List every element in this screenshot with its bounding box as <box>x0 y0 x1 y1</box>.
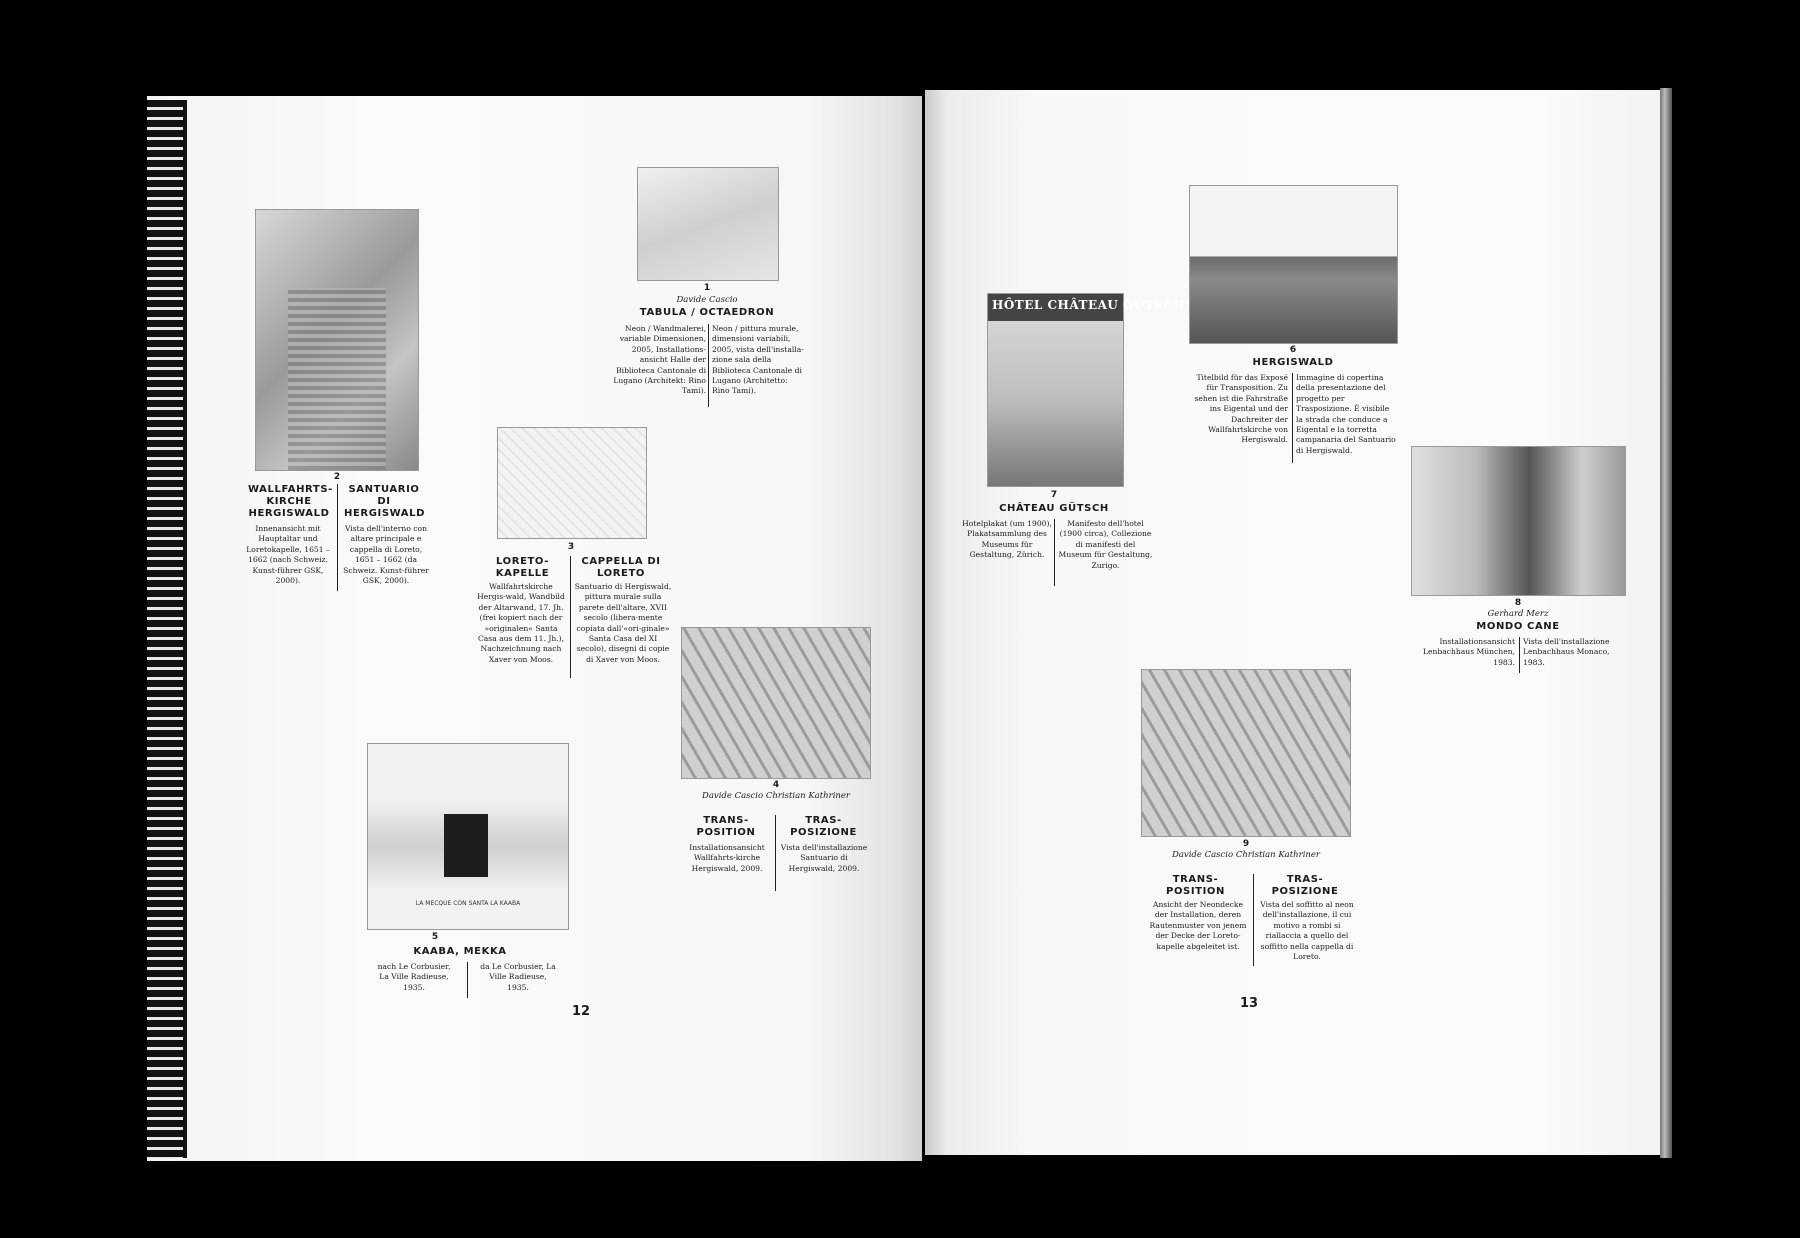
photo-transposition-neon-ceiling <box>1141 669 1351 837</box>
caption-divider <box>1519 637 1520 673</box>
drawing-loreto-chapel-wall <box>497 427 647 539</box>
item-title: TABULA / OCTAEDRON <box>639 307 775 318</box>
item-title-it: TRAS-POSIZIONE <box>790 815 857 838</box>
item-title-it: CAPPELLA DI LORETO <box>581 556 661 579</box>
item-author: Davide Cascio Christian Kathriner <box>1172 850 1320 860</box>
item-title-it: SANTUARIO DI HERGISWALD <box>344 484 426 519</box>
item-number: 1 <box>703 283 711 293</box>
caption-it: Immagine di copertina della presentazione del progetto per Trasposizione. È visibile la strada che conduce a Eigental e la torretta campanaria del Santuario di Hergiswald. <box>1296 373 1396 455</box>
item-number: 5 <box>431 932 439 942</box>
caption-divider <box>337 484 338 591</box>
item-title: MONDO CANE <box>1476 621 1560 632</box>
caption-it: Neon / pittura murale, dimensioni variabili, 2005, vista dell'installa-zione sala della Biblioteca Cantonale di Lugano (Architetto: Rino Tami). <box>712 324 804 396</box>
item-number: 3 <box>567 542 575 552</box>
page-edge-strip <box>147 100 187 1158</box>
item-title-de: LORETO-KAPELLE <box>495 556 550 579</box>
item-title: HERGISWALD <box>1252 357 1334 368</box>
item-number: 6 <box>1289 345 1297 355</box>
caption-it: Vista dell'installazione Santuario di Hergiswald, 2009. <box>780 843 868 873</box>
item-title-it: TRAS-POSIZIONE <box>1271 874 1339 897</box>
item-title-de: TRANS-POSITION <box>1166 874 1225 897</box>
item-number: 8 <box>1514 598 1522 608</box>
item-title-de: TRANS-POSITION <box>696 815 756 838</box>
photo-hergiswald-road <box>1189 185 1398 344</box>
page-number-right: 13 <box>1240 996 1259 1011</box>
poster-headline: HÔTEL CHÂTEAU GÜTSCH <box>992 298 1186 312</box>
caption-divider <box>1253 874 1254 966</box>
caption-de: nach Le Corbusier, La Ville Radieuse, 1935. <box>377 962 451 992</box>
caption-it: Vista dell'interno con altare principale e cappella di Loreto, 1651 – 1662 (da Schweiz. Kunst-führer GSK, 2000). <box>343 524 429 586</box>
caption-de: Installationsansicht Lenbachhaus München, 1983. <box>1422 637 1515 667</box>
item-author: Davide Cascio Christian Kathriner <box>702 791 850 801</box>
caption-de: Hotelplakat (um 1900), Plakatsammlung des Museums für Gestaltung, Zürich. <box>962 519 1052 560</box>
caption-de: Neon / Wandmalerei, variable Dimensionen, 2005, Installations-ansicht Halle der Biblioteca Cantonale di Lugano (Architekt: Rino Tami). <box>613 324 706 396</box>
caption-divider <box>1292 373 1293 463</box>
item-number: 4 <box>772 780 780 790</box>
photo-mondo-cane-installation <box>1411 446 1626 596</box>
item-author: Davide Cascio <box>676 295 738 305</box>
item-title: KAABA, MEKKA <box>413 946 507 957</box>
item-number: 7 <box>1050 490 1058 500</box>
photo-tabula-octaedron <box>637 167 779 281</box>
poster-hotel-chateau-gutsch <box>987 293 1186 487</box>
photo-transposition-installation <box>681 627 871 779</box>
caption-divider <box>1054 519 1055 586</box>
caption-de: Titelbild für das Exposé für Transposition. Zu sehen ist die Fahrstraße ins Eigental und der Dachreiter der Wallfahrtskirche von Hergiswald. <box>1194 373 1288 445</box>
book-edge <box>1660 88 1672 1158</box>
item-title: CHÂTEAU GÜTSCH <box>999 503 1109 514</box>
item-title-de: WALLFAHRTS-KIRCHE HERGISWALD <box>248 484 333 519</box>
caption-it: Santuario di Hergiswald, pittura murale sulla parete dell'altare, XVII secolo (libera-mente copiata dall'«ori-ginale» Santa Casa del XI secolo), disegni di copie di Xaver von Moos. <box>574 582 672 664</box>
caption-divider <box>570 556 571 678</box>
caption-de: Ansicht der Neondecke der Installation, deren Rautenmuster von jenem der Decke der Loreto-kapelle abgeleitet ist. <box>1149 900 1247 951</box>
item-author: Gerhard Merz <box>1487 609 1549 619</box>
caption-it: Manifesto dell'hotel (1900 circa), Collezione di manifesti del Museum für Gestaltung, Zurigo. <box>1058 519 1153 570</box>
caption-it: Vista dell'installazione Lenbachhaus Monaco, 1983. <box>1523 637 1610 667</box>
caption-divider <box>467 962 468 998</box>
caption-de: Innenansicht mit Hauptaltar und Loretokapelle, 1651 – 1662 (nach Schweiz. Kunst-führer GSK, 2000). <box>246 524 330 586</box>
item-number: 9 <box>1242 839 1250 849</box>
caption-it: Vista del soffitto al neon dell'installazione, il cui motivo a rombi si riallaccia a quello del soffitto nella cappella di Loreto. <box>1260 900 1354 962</box>
item-number: 2 <box>333 472 341 482</box>
drawing-kaaba-mekka <box>367 743 569 930</box>
photo-hergiswald-church-interior <box>255 209 419 471</box>
caption-it: da Le Corbusier, La Ville Radieuse, 1935. <box>480 962 556 992</box>
caption-divider <box>708 324 709 407</box>
drawing-caption: LA MECQUE CON SANTA LA KAABA <box>415 900 521 907</box>
caption-de: Installationsansicht Wallfahrts-kirche Hergiswald, 2009. <box>689 843 765 873</box>
page-number-left: 12 <box>572 1004 591 1019</box>
caption-de: Wallfahrtskirche Hergis-wald, Wandbild der Altarwand, 17. Jh. (frei kopiert nach der »originalen« Santa Casa aus dem 11. Jh.), Nachzeichnung nach Xaver von Moos. <box>477 582 565 664</box>
caption-divider <box>775 815 776 891</box>
